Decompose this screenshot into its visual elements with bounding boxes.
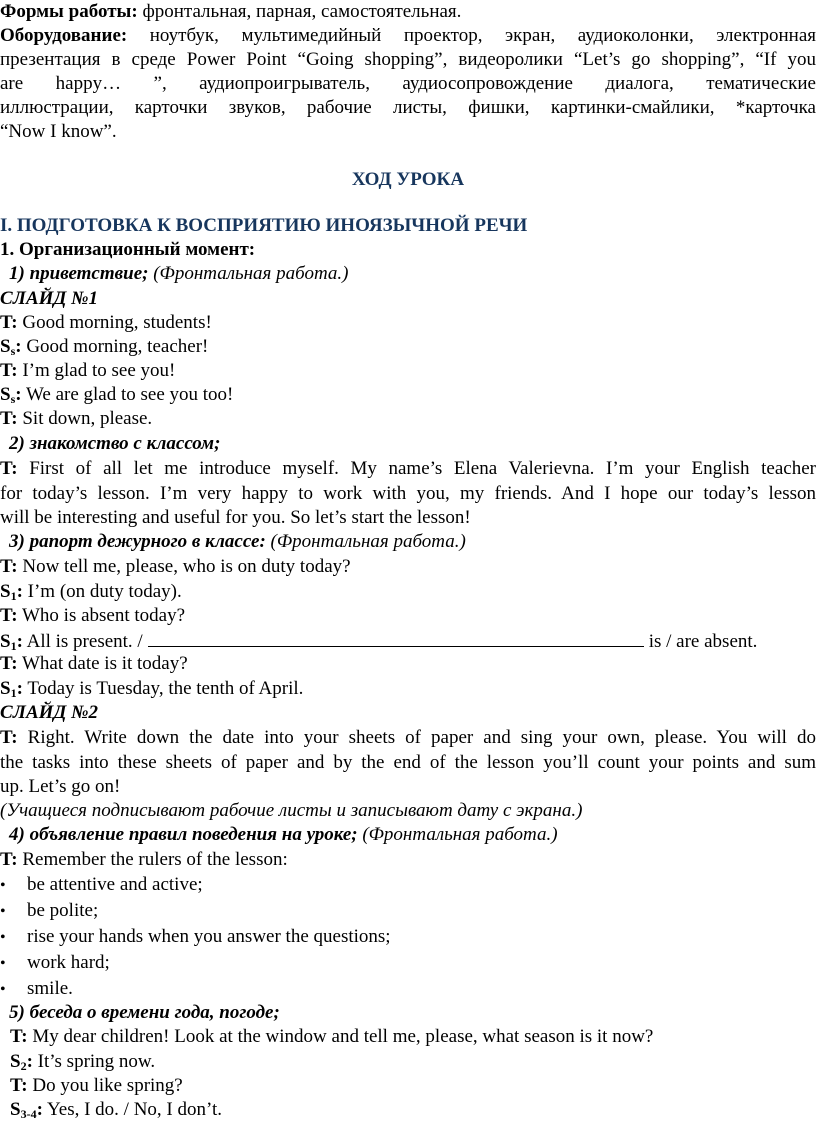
- intro-speech-line-2: for today’s lesson. I’m very happy to work with you, my friends. And I hope our today’s lesson: [0, 483, 816, 504]
- utterance: Remember the rulers of the lesson:: [17, 849, 288, 870]
- utterance: My dear children! Look at the window and tell me, please, what season is it now?: [27, 1026, 654, 1047]
- speaker-sub: s: [10, 392, 16, 406]
- dialog-line: T: Do you like spring?: [10, 1075, 183, 1096]
- utterance: Today is Tuesday, the tenth of April.: [22, 678, 304, 699]
- speaker: S: [0, 384, 11, 405]
- rule-item: [0, 977, 816, 1002]
- step-4-note: (Фронтальная работа.): [357, 824, 558, 845]
- dialog-line: $S_{3-4}$: Yes, I do. / No, I don’t.: [10, 1099, 223, 1121]
- bullet-icon: •: [0, 955, 6, 972]
- utterance: I’m (on duty today).: [22, 581, 182, 602]
- speaker-sub: s: [10, 344, 16, 358]
- step-5-label: 5) беседа о времени года, погоде;: [9, 1002, 280, 1023]
- utterance: Right. Write down the date into your sheets of paper and sing your own, please. You will do: [17, 727, 816, 748]
- write-speech-line-3: up. Let’s go on!: [0, 776, 121, 797]
- speaker: T: [0, 312, 12, 333]
- intro-speech-line-1: T: First of all let me introduce myself. My name’s Elena Valerievna. I’m your English teacher: [0, 458, 816, 479]
- speaker-sub: 1: [10, 589, 17, 603]
- dialog-line: T: What date is it today?: [0, 653, 188, 674]
- utterance: It’s spring now.: [32, 1051, 156, 1072]
- step-4: [9, 823, 816, 847]
- step-4-label: 4) объявление правил поведения на уроке;: [9, 824, 358, 845]
- rule-text: be polite;: [27, 900, 99, 921]
- step-3: [9, 530, 816, 554]
- speaker: T: [0, 408, 12, 429]
- write-speech-line-2: the tasks into these sheets of paper and by the end of the lesson you’ll count your points and sum: [0, 752, 816, 773]
- bullet-icon: •: [0, 929, 6, 946]
- slide-2-label: СЛАЙД №2: [0, 702, 99, 723]
- equipment-line-3: are happy… ”, аудиопроигрыватель, аудиосопровождение диалога, тематические: [0, 73, 816, 94]
- utterance: Who is absent today?: [17, 605, 186, 626]
- speaker: S: [0, 678, 11, 699]
- speaker: S: [0, 336, 11, 357]
- rule-text: be attentive and active;: [27, 874, 203, 895]
- rule-item: [0, 899, 816, 924]
- dialog-line: $S_s$: Good morning, teacher!: [0, 336, 209, 358]
- step-3-label: 3) рапорт дежурного в классе:: [9, 531, 266, 552]
- dialog-line: $S_2$: It’s spring now.: [10, 1051, 156, 1073]
- rule-text: work hard;: [27, 952, 110, 973]
- utterance: All is present. /: [22, 631, 143, 652]
- step-1: [9, 262, 816, 286]
- speaker: T: [0, 458, 12, 479]
- write-speech-line-1: T: Right. Write down the date into your sheets of paper and sing your own, please. You will do: [0, 727, 816, 748]
- equipment-line-4: иллюстрации, карточки звуков, рабочие листы, фишки, картинки-смайлики, *карточка: [0, 97, 816, 118]
- absent-line: $S_1$: All is present. / is / are absent.: [0, 628, 816, 654]
- dialog-line: T: Sit down, please.: [0, 408, 153, 429]
- utterance: First of all let me introduce myself. My name’s Elena Valerievna. I’m your English teacher: [17, 458, 816, 479]
- speaker: T: [0, 849, 12, 870]
- utterance: We are glad to see you too!: [21, 384, 234, 405]
- forms-text: фронтальная, парная, самостоятельная.: [137, 1, 462, 22]
- dialog-line: T: Good morning, students!: [0, 312, 212, 333]
- students-note: (Учащиеся подписывают рабочие листы и записывают дату с экрана.): [0, 800, 583, 821]
- dialog-line: T: I’m glad to see you!: [0, 360, 176, 381]
- dialog-line: T: My dear children! Look at the window and tell me, please, what season is it now?: [10, 1026, 654, 1047]
- rule-item: [0, 873, 816, 898]
- speaker-sub: 2: [20, 1059, 27, 1073]
- speaker: T: [0, 360, 12, 381]
- speaker: T: [10, 1026, 22, 1047]
- step-3-note: (Фронтальная работа.): [265, 531, 466, 552]
- speaker: T: [0, 556, 12, 577]
- dialog-line: $S_1$: I’m (on duty today).: [0, 581, 182, 603]
- utterance: I’m glad to see you!: [17, 360, 176, 381]
- utterance: What date is it today?: [17, 653, 188, 674]
- speaker: S: [10, 1099, 21, 1120]
- utterance-end: is / are absent.: [648, 631, 758, 652]
- bullet-icon: •: [0, 877, 6, 894]
- utterance: Sit down, please.: [17, 408, 153, 429]
- speaker: S: [0, 631, 11, 652]
- rules-intro: T: Remember the rulers of the lesson:: [0, 849, 288, 870]
- step-2-label: 2) знакомство с классом;: [9, 433, 221, 454]
- org-moment-heading: 1. Организационный момент:: [0, 239, 256, 260]
- intro-speech-line-3: will be interesting and useful for you. So let’s start the lesson!: [0, 507, 471, 528]
- speaker: T: [0, 605, 12, 626]
- speaker-sub: 1: [10, 639, 17, 653]
- bullet-icon: •: [0, 903, 6, 920]
- rule-text: rise your hands when you answer the questions;: [27, 926, 391, 947]
- rule-text: smile.: [27, 978, 73, 999]
- dialog-line: $S_s$: We are glad to see you too!: [0, 384, 234, 406]
- equipment-line-5: “Now I know”.: [0, 121, 117, 142]
- speaker: S: [0, 581, 11, 602]
- dialog-line: T: Who is absent today?: [0, 605, 186, 626]
- equipment-text-1: ноутбук, мультимедийный проектор, экран, аудиоколонки, электронная: [127, 25, 816, 46]
- speaker: T: [0, 727, 12, 748]
- forms-line: [0, 0, 816, 24]
- fill-in-blank[interactable]: [148, 628, 644, 647]
- equipment-line-2: презентация в среде Power Point “Going shopping”, видеоролики “Let’s go shopping”, “If you: [0, 49, 816, 70]
- utterance: Yes, I do. / No, I don’t.: [42, 1099, 223, 1120]
- lesson-title: ХОД УРОКА: [351, 169, 465, 190]
- utterance: Good morning, students!: [17, 312, 212, 333]
- bullet-icon: •: [0, 981, 6, 998]
- step-1-note: (Фронтальная работа.): [148, 263, 349, 284]
- step-1-label: 1) приветствие;: [9, 263, 149, 284]
- dialog-line: T: Now tell me, please, who is on duty today?: [0, 556, 351, 577]
- speaker: T: [10, 1075, 22, 1096]
- utterance: Now tell me, please, who is on duty today?: [17, 556, 351, 577]
- rule-item: [0, 925, 816, 950]
- dialog-line: $S_1$: Today is Tuesday, the tenth of April.: [0, 678, 304, 700]
- slide-1-label: СЛАЙД №1: [0, 288, 99, 309]
- forms-label: Формы работы:: [0, 1, 138, 22]
- utterance: Good morning, teacher!: [21, 336, 209, 357]
- equipment-line-1: [0, 24, 816, 48]
- speaker: T: [0, 653, 12, 674]
- speaker: S: [10, 1051, 21, 1072]
- speaker-sub: 3-4: [20, 1107, 37, 1121]
- equipment-label: Оборудование:: [0, 25, 128, 46]
- rule-item: [0, 951, 816, 976]
- speaker-sub: 1: [10, 686, 17, 700]
- utterance: Do you like spring?: [27, 1075, 183, 1096]
- section-title: I. ПОДГОТОВКА К ВОСПРИЯТИЮ ИНОЯЗЫЧНОЙ РЕЧИ: [0, 215, 528, 236]
